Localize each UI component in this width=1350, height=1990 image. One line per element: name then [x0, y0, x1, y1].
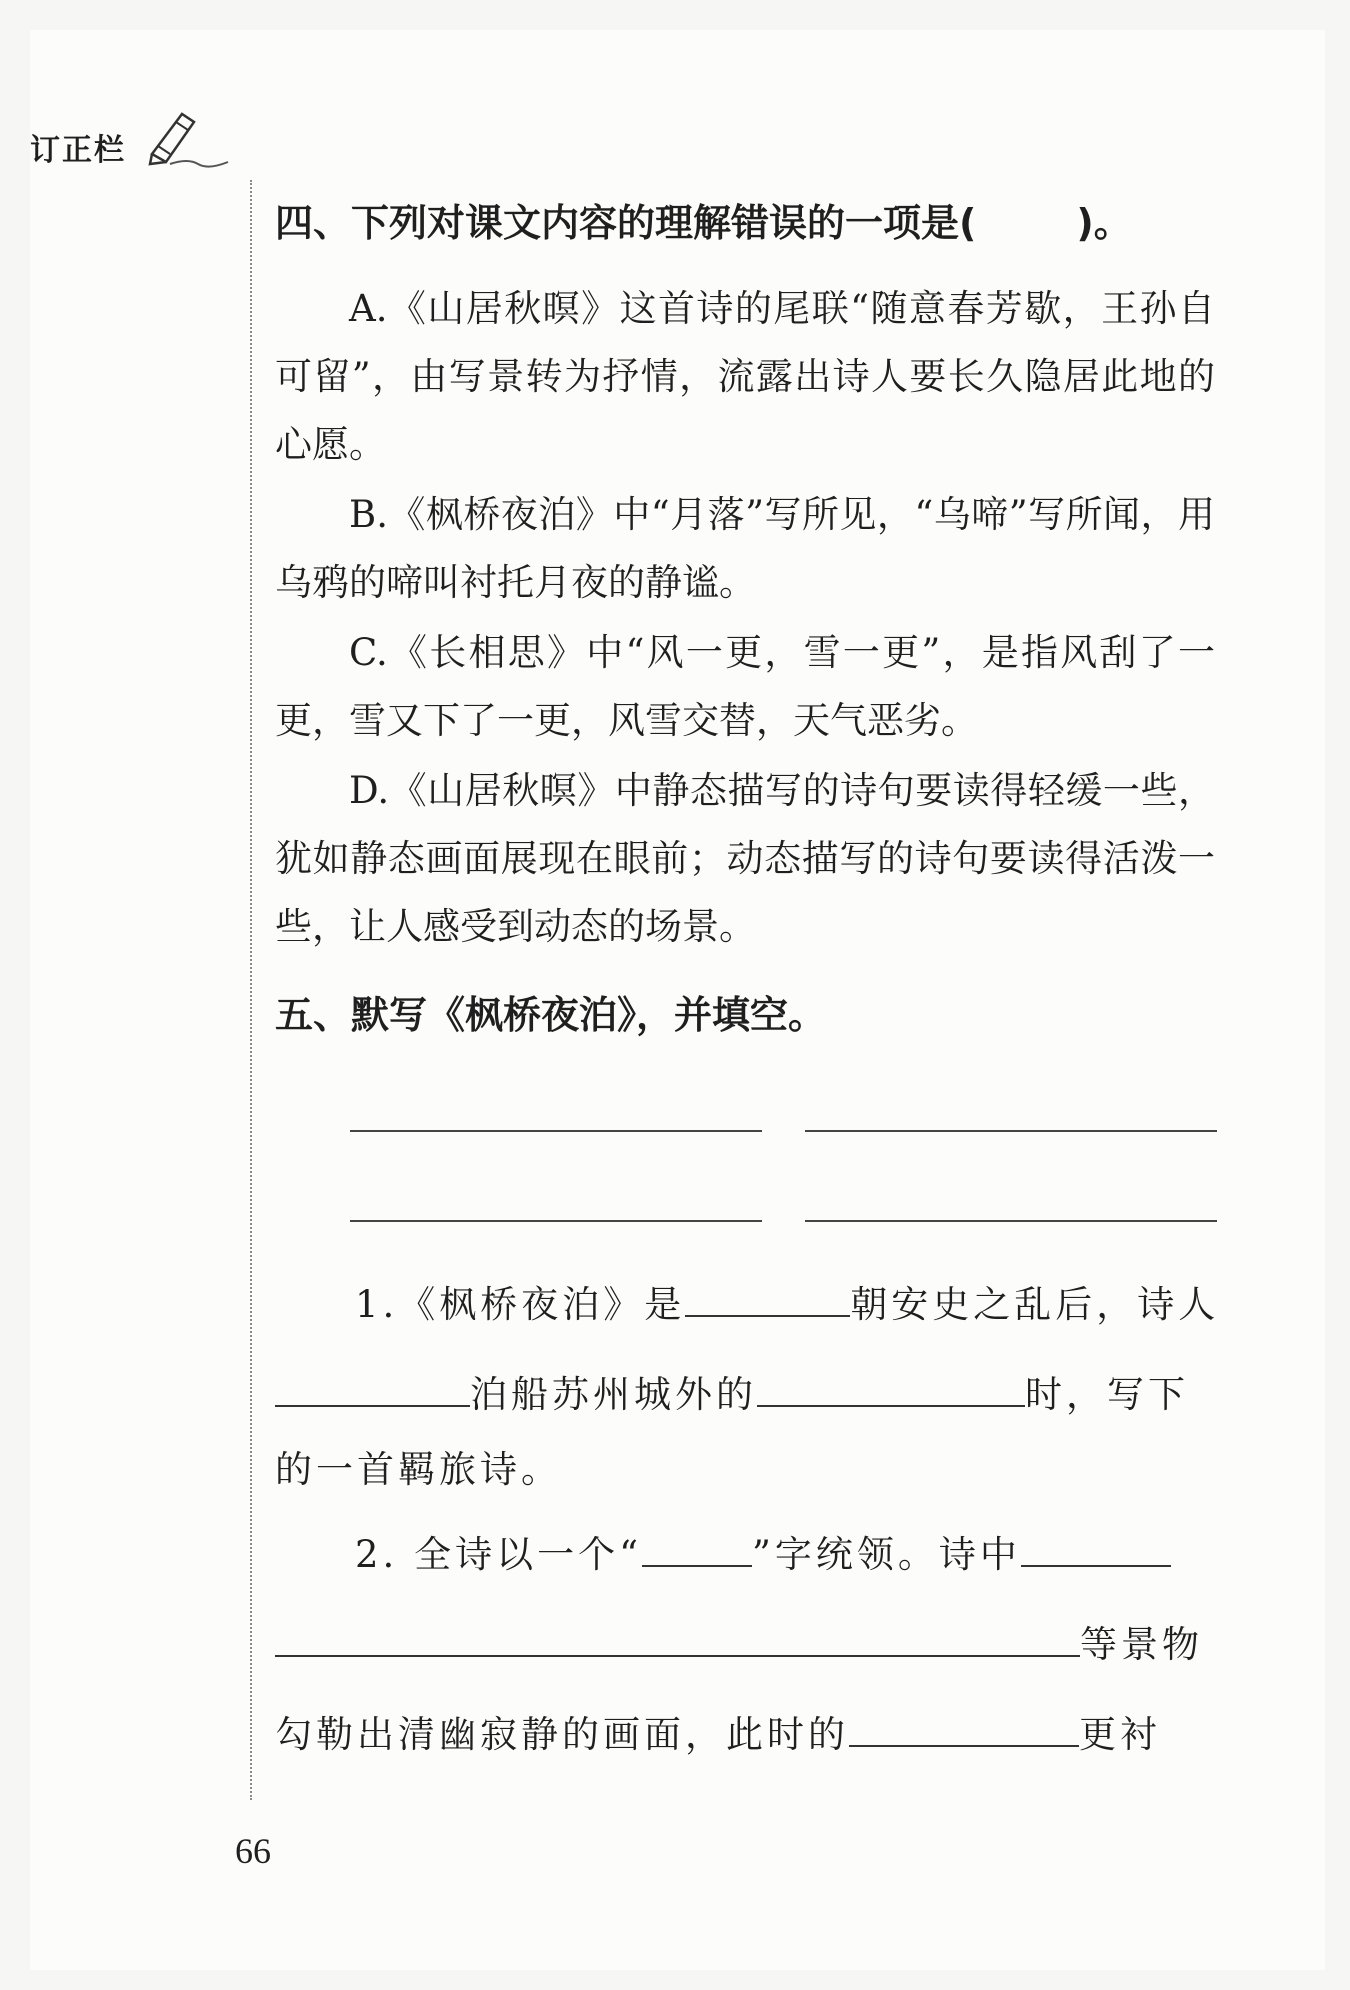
question-2 [275, 1510, 1215, 1780]
q1-blank-poet[interactable] [275, 1365, 470, 1407]
question-1 [275, 1260, 1220, 1500]
section-4-heading-text: 四、下列对课文内容的理解错误的一项是( [275, 201, 977, 245]
q2-blank-scenery-1[interactable] [1021, 1525, 1171, 1567]
pencil-icon [148, 108, 238, 168]
q2-text-2: ”字统领。诗中 [751, 1533, 1021, 1576]
q2-text-1: 2. 全诗以一个“ [355, 1533, 642, 1576]
q2-blank-scenery-2[interactable] [275, 1615, 1080, 1657]
q1-blank-time[interactable] [757, 1365, 1025, 1407]
section-5-heading: 五、默写《枫桥夜泊》，并填空。 [275, 993, 827, 1037]
q1-text-5: 的一首羁旅诗。 [275, 1448, 562, 1491]
q2-blank-sound[interactable] [849, 1705, 1079, 1747]
option-a: A.《山居秋暝》这首诗的尾联“随意春芳歇，王孙自可留”，由写景转为抒情，流露出诗人要长久隐居此地的心愿。 [275, 287, 1215, 466]
poem-line-4[interactable] [805, 1220, 1217, 1222]
section-4-options [275, 275, 1215, 961]
q1-blank-dynasty[interactable] [685, 1275, 850, 1317]
margin-divider [250, 180, 252, 1800]
page-number: 66 [235, 1831, 271, 1871]
q2-text-5: 更衬 [1079, 1713, 1161, 1756]
correction-column-label: 订正栏 [30, 133, 126, 168]
poem-line-2[interactable] [805, 1130, 1217, 1132]
poem-line-1[interactable] [350, 1130, 762, 1132]
q1-text-3: 泊船苏州城外的 [470, 1373, 757, 1416]
q1-text-4: 时，写下 [1025, 1373, 1189, 1416]
q1-text-2: 朝安史之乱后，诗人 [850, 1283, 1220, 1326]
section-4-heading-end: )。 [1076, 201, 1132, 245]
q1-text-1: 1.《枫桥夜泊》是 [355, 1283, 686, 1326]
option-d: D.《山居秋暝》中静态描写的诗句要读得轻缓一些，犹如静态画面展现在眼前；动态描写的诗句要读得活泼一些，让人感受到动态的场景。 [275, 769, 1215, 948]
option-b: B.《枫桥夜泊》中“月落”写所见，“乌啼”写所闻，用乌鸦的啼叫衬托月夜的静谧。 [275, 493, 1215, 604]
section-4-heading [275, 198, 1132, 248]
option-c: C.《长相思》中“风一更，雪一更”，是指风刮了一更，雪又下了一更，风雪交替，天气恶劣。 [275, 631, 1215, 742]
q2-text-4: 勾勒出清幽寂静的画面，此时的 [275, 1713, 849, 1756]
q2-blank-word[interactable] [642, 1525, 752, 1567]
poem-line-3[interactable] [350, 1220, 762, 1222]
q2-text-3: 等景物 [1080, 1623, 1203, 1666]
